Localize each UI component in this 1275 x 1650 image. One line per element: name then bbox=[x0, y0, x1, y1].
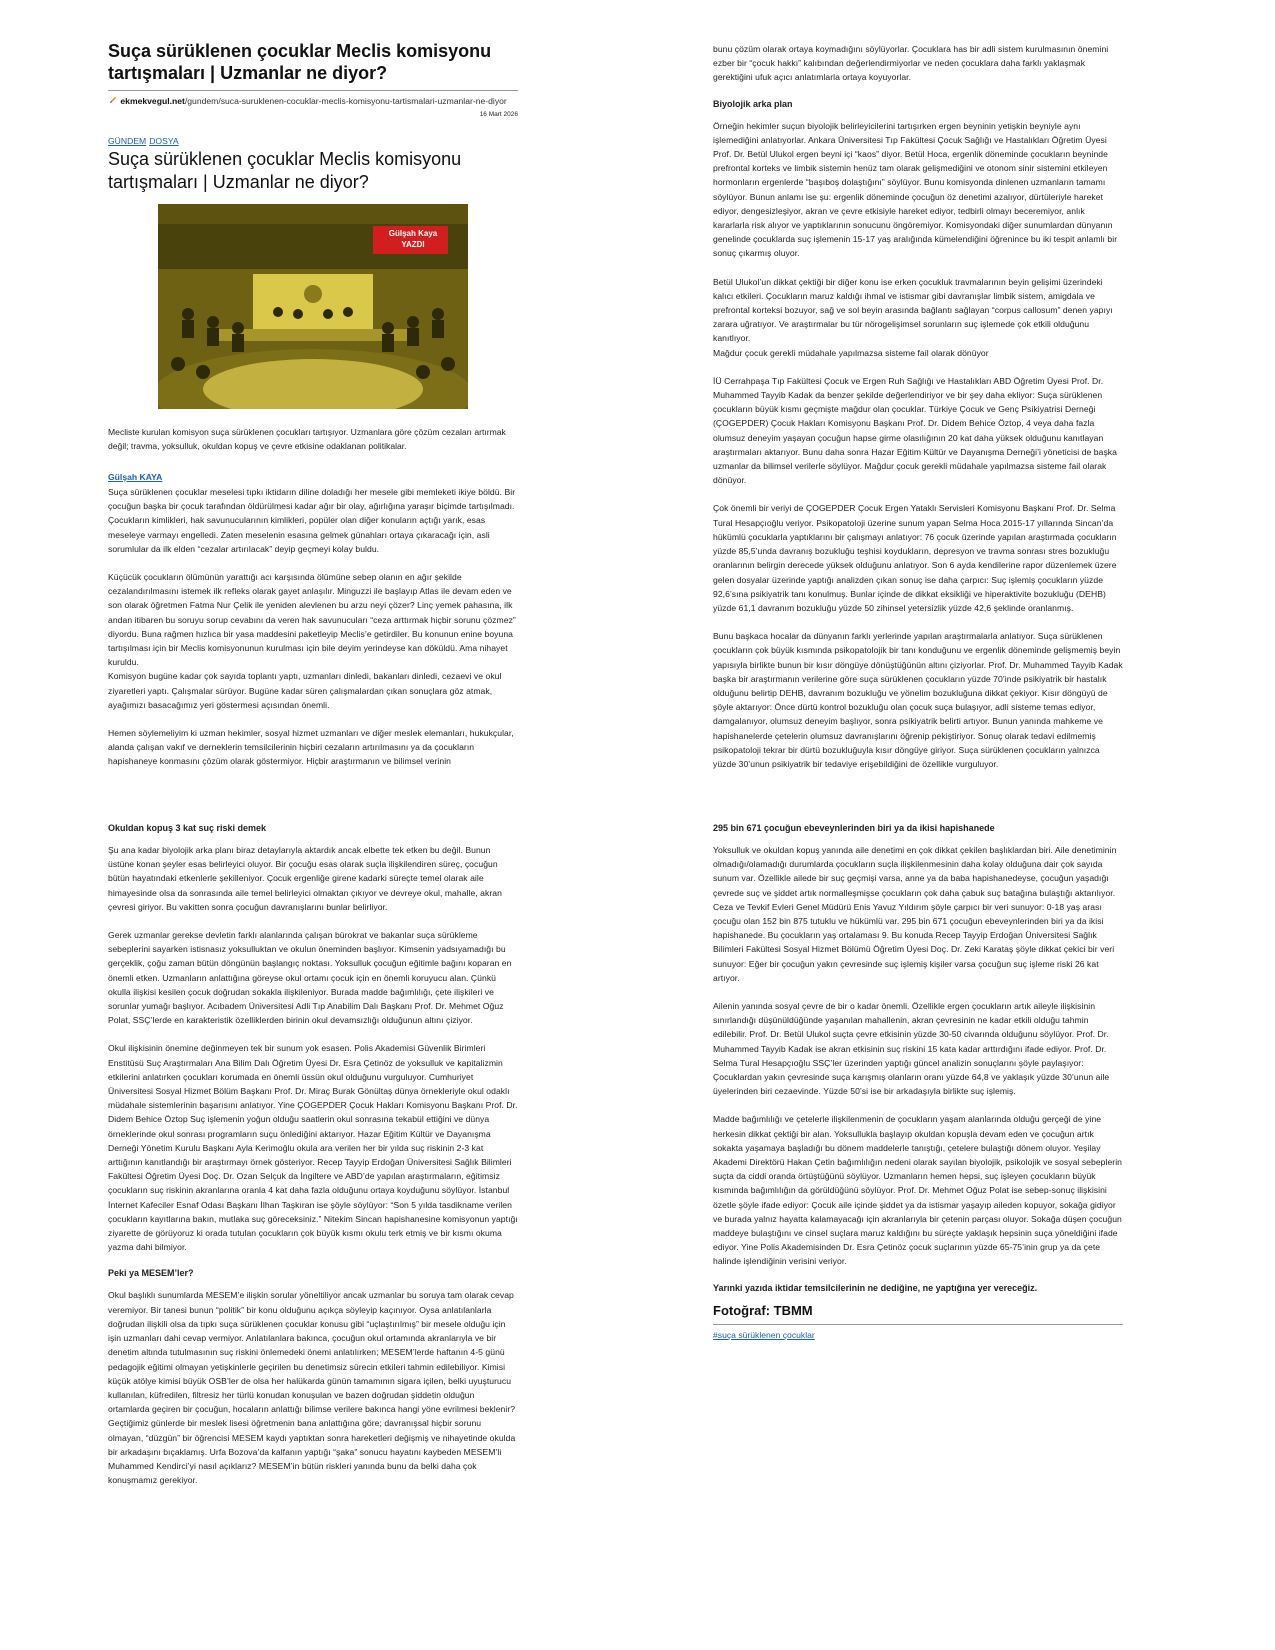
paragraph: Bunu başkaca hocalar da dünyanın farklı yerlerinde yapılan araştırmalarla anlatıyor. Suça sürüklenen çocukların çok büyük kısmında psikopatolojik bir tanı konduğunu ve ergenlik döneminde gelişmemiş beyin yapısıyla birlikte bunun bir kısır döngüye dönüştüğünün altını çiziyorlar. Prof. Dr. Muhammed Tayyib Kadak başka bir araştırmanın verilerine göre suça sürüklenen çocukların yüzde 70’inde psikiyatrik bir hastalık olduğunu belirtip DEHB, davranım bozukluğu ve yönelim bozukluğuna dikkat çekiyor. Kısır döngüyü de şöyle aktarıyor: Önce dürtü kontrol bozukluğu olan çocuk suça bulaşıyor, adli sisteme temas ediyor, damgalanıyor, olumsuz deneyim başlıyor, sonra psikiyatrik belirti artıyor. Bunun yanında mahkeme ve hapishanelerde çetelerin olumsuz davranışlarını öğrenip pekiştiriyor. Sonuç olarak tedavi edilmemiş psikopatoloji tekrar bir dürtü bozukluğuyla kısır döngüye giriyor. Suça sürüklenen çocukların yalnızca yüzde 30’unun psikiyatrik bir tedaviye erişebildiğini de özellikle vurguluyor. bbox=[713, 631, 1123, 769]
image-badge-name: Gülşah Kaya bbox=[388, 229, 438, 238]
closing-note: Yarınki yazıda iktidar temsilcilerinin ne dediğine, ne yaptığına yer vereceğiz. bbox=[713, 1282, 1038, 1293]
page-title: Suça sürüklenen çocuklar Meclis komisyonu tartışmaları | Uzmanlar ne diyor? bbox=[108, 41, 492, 83]
paragraph: Okul ilişkisinin önemine değinmeyen tek bir sunum yok esasen. Polis Akademisi Güvenlik Birimleri Enstitüsü Suç Araştırmaları Ana Bilim Dalı Öğretim Üyesi Dr. Esra Çetinöz de yoksulluk ve kapitalizmin etkilerini anlatırken çocukları korumada en önemli üssün okul olduğunu vurguluyor. Cumhuriyet Üniversitesi Sosyal Hizmet Bölüm Başkanı Prof. Dr. Miraç Burak Gönültaş dünya örnekleriyle okul odaklı müdahale sistemlerinin başarısını anlatıyor. Yine ÇOGEPDER Çocuk Hakları Komisyonu Başkanı Prof. Dr. Didem Behice Öztop Suç işlemenin yoğun olduğu saatlerin okul sonrasına tekabül ettiğini ve dünya örneklerinde okul sonrası programların suçu önlediğini aktarıyor. Hazar Eğitim Kültür ve Dayanışma Derneği Yönetim Kurulu Başkanı Ayla Kerimoğlu okula ara verilen her bir yılda suç riskinin 2-3 kat arttığının kanıtlandığı bir araştırmayı örnek gösteriyor. Recep Tayyip Erdoğan Üniversitesi Sağlık Bilimleri Fakültesi Öğretim Üyesi Doç. Dr. Ozan Selçuk da İngiltere ve ABD’de yapılan araştırmaların, eğitimsiz çocukların suç riskinin akranlarına oranla 4 kat daha fazla olduğunu ortaya koyduğunu söylüyor. İstanbul İnternet Kafeciler Esnaf Odası Başkanı İlhan Taşkıran ise şöyle söylüyor: “Son 5 yılda tasdikname verilen çocukların kayıtlarına bakın, mutlaka suç göreceksiniz.” Nitekim Sincan hapishanesine komisyonun yaptığı ziyarette de görüyoruz ki orada tutulan çocukların çok büyük kısmı okulu terk etmiş ve bir kısmı okuma yazma dahi bilmiyor. bbox=[108, 1043, 518, 1253]
right-column-bottom bbox=[713, 823, 1123, 1343]
section-heading-biyolojik: Biyolojik arka plan bbox=[713, 98, 793, 109]
paragraph: Gerek uzmanlar gerekse devletin farklı alanlarında çalışan bürokrat ve bakanlar suça sürükleme sebeplerini sayarken istisnasız yoksulluktan ve okulun öneminden başlıyor. Kimsenin yadsıyamadığı bu gerçeklik, çoğu zaman bütün döngünün başlangıç noktası. Yoksulluk çocuğun eğitimle bağını koparan en önemli etken. Uzmanların anlattığına göreyse okul ortamı çocuk için en önemli koruyucu alan. Çünkü okulla ilişkisi kesilen çocuk doğrudan sokakla ilişkileniyor. Burada madde bağımlılığı, çete ilişkileri ve sorunlar yumağı başlıyor. Acıbadem Üniversitesi Adli Tıp Anabilim Dalı Başkanı Prof. Dr. Mehmet Oğuz Polat, SSÇ’lerde en karakteristik özelliklerden birinin okul devamsızlığı olduğunun altını çiziyor. bbox=[108, 930, 512, 1026]
paragraph: İÜ Cerrahpaşa Tıp Fakültesi Çocuk ve Ergen Ruh Sağlığı ve Hastalıkları ABD Öğretim Üyesi Prof. Dr. Muhammed Tayyib Kadak da benzer şekilde değerlendiriyor ve bir şey daha ekliyor: Suça sürüklenen çocukların büyük kısmı geçmişte mağdur olan çocuklar. Türkiye Çocuk ve Genç Psikiyatrisi Derneği (ÇOGEPDER) Çocuk Hakları Komisyonu Başkanı Prof. Dr. Didem Behice Öztop, 4 veya daha fazla olumsuz deneyim yaşayan çocuğun hapse girme olasılığının 20 kat daha yüksek olduğunu kanıtlayan araştırmaları aktarıyor. Bunu daha sonra Hazar Eğitim Kültür ve Dayanışma Derneği’i yöneticisi de başka uzmanlar da bilimsel verilerle söylüyor. Mağdur çocuk gerekli müdahale yapılmazsa sisteme fail olarak dönüyor. bbox=[713, 375, 1117, 486]
paragraph: Yoksulluk ve okuldan kopuş yanında aile denetimi en çok dikkat çekilen başlıklardan biri. Aile denetiminin olmadığı/olamadığı durumlarda çocukların suçla ilişkilenmesinin daha kolay olduğuna dair çok sayıda sunum var. Özellikle ailede bir suç geçmişi varsa, anne ya da baba hapishanedeyse, çocuğun yaşadığı çevrede suç ve şiddet artık normalleşmişse çocukların çok daha çabuk suç batağına bulaştığı aktarılıyor. Ceza ve Tevkif Evleri Genel Müdürü Enis Yavuz Yıldırım şöyle çarpıcı bir veri sunuyor: 0-18 yaş arası çocuğu olan 152 bin 875 tutuklu ve hükümlü var. 295 bin 671 çocuğun ebeveynlerinden biri ya da ikisi hapishanede. Bu çocukların yaş ortalaması 9. Bu konuda Recep Tayyip Erdoğan Üniversitesi Sağlık Bilimleri Fakültesi Sosyal Hizmet Bölümü Öğretim Üyesi Doç. Dr. Zeki Karataş şöyle dikkat çekici bir veri sunuyor: Eğer bir çocuğun yakın çevresinde suç işlemiş kişiler varsa çocuğun suç işleme riski 26 kat artıyor. bbox=[713, 845, 1117, 983]
paragraph: Örneğin hekimler suçun biyolojik belirleyicilerini tartışırken ergen beyninin yetişkin beyniyle aynı işlemediğini anlatıyorlar. Ankara Üniversitesi Tıp Fakültesi Çocuk Sağlığı ve Hastalıkları Öğretim Üyesi Prof. Dr. Betül Ulukol ergen beyni içi “kaos” diyor. Betül Hoca, ergenlik döneminde çocukların beyninde prefrontal korteks ve limbik sistemin henüz tam olarak gelişmediğini ve otonom sinir sistemini etkileyen hormonların ergenlerde “başıboş dolaştığını” söylüyor. Bunu komisyonda dinlenen uzmanların tamamı söylüyor. Bunun anlamı ise şu: ergenlik döneminde çocuğun öz denetimi azalıyor, dürtüleriyle hareket ediyor, dengesizleşiyor, akran ve çevre etkisiyle hareket ediyor, tedbirli olmayı beceremiyor, anlık kararlarla risk alıyor ve yaptıklarının sonucunu öngöremiyor. Komisyondaki diğer sunumlardan dünyanın genelinde çocuklarda suç işlemenin 15-17 yaş aralığında kümelendiğini öğrenince bu iki tespit anlamlı bir sonuç çıkarmış oluyor. bbox=[713, 120, 1118, 259]
left-column-bottom bbox=[108, 823, 518, 1501]
paragraph: Çok önemli bir veriyi de ÇOGEPDER Çocuk Ergen Yataklı Servisleri Komisyonu Başkanı Prof. Dr. Selma Tural Hesapçıoğlu veriyor. Psikopatoloji üzerine sunum yapan Selma Hoca 2015-17 yıllarında Sincan’da hükümlü çocuklarla yaptıklarını bir çalışmayı anlatıyor: 76 çocuk üzerinde yapılan araştırmada çocukların yüzde 85,5’unda davranış bozukluğu teşhisi koydukların, depresyon ve travma sonrası stres bozukluğu oranlarının belirgin derecede yüksek olduğunu anlatıyor. Son 6 ayda kendilerine rapor düzenlemek üzere gelen dosyalar üzerinde yaptığı analizden çıkan sonuç ise daha çarpıcı: Suç işlemiş çocukların yüzde 92,6’sına psikiyatrik tanı konulmuş. Bunlar içinde de dikkat eksikliği ve hiperaktivite bozukluğu (DEHB) yüzde 61,1 davranım bozukluğu yüzde 50 zihinsel yetersizlik yüzde 42,6 şeklinde oranlanmış. bbox=[713, 503, 1117, 613]
paragraph: bunu çözüm olarak ortaya koymadığını söylüyorlar. Çocuklara has bir adli sistem kurulmasının önemini ezber bir “çocuk hakkı” kalıbından değerlendirmiyorlar ve neden çocuklara daha farklı yaklaşmak gerektiğini ufuk açıcı anlatımlarla ortaya koyuyorlar. bbox=[713, 44, 1109, 83]
right-column-top bbox=[713, 42, 1123, 785]
paragraph: Madde bağımlılığı ve çetelerle ilişkilenmenin de çocukların yaşam alanlarında olduğu gerçeği de yine herkesin dikkat çektiği bir alan. Yoksullukla başlayıp okuldan kopuşla devam eden ve çocuğun artık sokakta yaşamaya başladığı bu dönem maddelerle tanıştığı, çetelere bulaştığı dönem oluyor. Yeşilay Akademi Direktörü Hakan Çetin bağımlılığın nedeni olarak sayılan biyolojik, psikolojik ve sosyal sebeplerin suçta da ciddi oranda örtüştüğünü söylüyor. Uzmanların hemen hepsi, suç işleyen çocukların büyük kısmında bağımlılığın da görüldüğünü söylüyor. Prof. Dr. Mehmet Oğuz Polat ise sebep-sonuç ilişkisini özetle şöyle ifade ediyor: Çocuk aile içinde şiddet ya da istismar yaşayıp aileden kopuyor, sokağa gidiyor ve burada yalnız hayatta kalamayacağı için akranlarıyla bir çetenin parçası oluyor. Sokağa düşen çocuğun maddeye bulaştığını ve cinsel suçlara maruz kaldığını bu süreçte yaklaşık hepsinin suça yöneldiğini ifade ediyor. Yine Polis Akademisinden Dr. Esra Çetinöz çocuk suçlarının yüzde 65-75’inin grup ya da çete halinde işlendiğinin verisini veriyor. bbox=[713, 1114, 1122, 1267]
section-heading-ebeveyn: 295 bin 671 çocuğun ebeveynlerinden biri ya da ikisi hapishanede bbox=[713, 823, 995, 833]
paragraph: Hemen söylemeliyim ki uzman hekimler, sosyal hizmet uzmanları ve diğer meslek elemanları, hukukçular, alanda çalışan vakıf ve derneklerin temsilcilerinin hiçbiri cezaların artırılmasını ya da çocukların hapishaneye konmasını çözüm olarak göstermiyor. Hiçbir araştırmanın ve bilimsel verinin bbox=[108, 728, 514, 767]
paragraph: Küçücük çocukların ölümünün yarattığı acı karşısında ölümüne sebep olanın en ağır şekilde cezalandırılmasını istemek ilk refleks olarak gayet anlaşılır. Minguzzi ile başlayıp Atlas ile devam eden ve son olarak öğretmen Fatma Nur Çelik ile yeniden alevlenen bu arzu neyi çözer? Linç yemek pahasına, ilk andan itibaren bu soruyu sorup cevabını da veren hak savunucuları “ceza arttırmak hiçbir sorunu çözmez” diyordu. Buna rağmen hızlıca bir yasa maddesini paketleyip Meclis’e getirdiler. Bu konunun enine boyuna tartışılması için bir Meclis komisyonunun kurulması için bile deyim yerindeyse kan döküldü. Ama nihayet kuruldu. bbox=[108, 572, 516, 668]
left-column-top bbox=[108, 40, 518, 783]
publish-date: 16 Mart 2026 bbox=[479, 111, 518, 118]
source-domain[interactable]: ekmekvegul.net bbox=[120, 96, 185, 106]
paragraph: Okul başlıklı sunumlarda MESEM’e ilişkin sorular yöneltiliyor ancak uzmanlar bu soruya tam olarak cevap veremiyor. Bir tanesi bunun “politik” bir konu olduğunu açıkça söyleyip kaçınıyor. Oysa anlatılanlarla doğrudan ilişkili olsa da tıpkı suça sürüklenen çocuklar konusu gibi “uçlaştırılmış” bir mesele olduğu için işin uzmanları dahi cevap vermiyor. Anlatılanlara bakınca, çocuğun okul ortamında akranlarıyla ve bir denetim altında tutulmasının suç riskini önlemedeki önemi anlatılırken; MESEM’lerde haftanın 4-5 günü pedagojik eğitimi olmayan yetişkinlerle geçirilen bu denetimsiz sürecin etkileri tahmin edilebiliyor. Kimisi küçük atölye kimisi büyük OSB’ler de olsa her halükarda günün tamamının sigara içilen, belki uyuşturucu kullanılan, küfredilen, filtresiz her türlü konudan konuşulan ve bazen doğrudan şiddetin olduğun ortamlarda geçiren bir çocuğun, hocaların anlattığı bilimse verilere bakınca hangi yöne evrilmesi beklenir? Geçtiğimiz günlerde bir meslek lisesi öğretmenin bana anlattığına göre; davranışsal hiçbir sorunu olmayan, “düzgün” bir öğrencisi MESEM kaydı yaptıktan sonra hareketleri değişmiş ve nihayetinde okulda bir arkadaşını bıçaklamış. Urfa Bozova’da kalfanın yaptığı “şaka” sonucu hayatını kaybeden MESEM’li Muhammed Kendirci’yi nasıl açıklarız? MESEM’in bütün riskleri yanında bunu da belki daha çok konuşmamız gerekiyor. bbox=[108, 1290, 516, 1486]
article-title: Suça sürüklenen çocuklar Meclis komisyonu tartışmaları | Uzmanlar ne diyor? bbox=[108, 149, 462, 192]
source-line[interactable] bbox=[108, 95, 518, 107]
category-links bbox=[108, 136, 518, 146]
paragraph: Mağdur çocuk gerekli müdahale yapılmazsa sisteme fail olarak dönüyor bbox=[713, 347, 989, 358]
photo-credit: Fotoğraf: TBMM bbox=[713, 1303, 1123, 1325]
paragraph: Suça sürüklenen çocuklar meselesi tıpkı iktidarın diline doladığı her mesele gibi memleketi ikiye böldü. Bir çocuğun başka bir çocuk tarafından öldürülmesi kadar ağır bir olay, ağırlığına yaraşır biçimde tartışılmadı. Çocukların kimlikleri, hak savunucularının kimlikleri, popüler olan diğer konuların açtığı yarık, esas meseleye varmayı engelledi. Zaten meselenin esasına gelmek günahları ortaya çıkaracağı için, asli sorumlular da ilk elden “cezalar artırılacak” deyip geçmeyi kolay buldu. bbox=[108, 487, 516, 554]
image-badge-label: YAZDI bbox=[401, 240, 425, 249]
paragraph: Şu ana kadar biyolojik arka planı biraz detaylarıyla aktardık ancak elbette tek etken bu değil. Bunun üstüne konan şeyler esas belirleyici oluyor. Bir çocuğu esas olarak suçla ilişkilendiren süreç, çocuğun bütün hayatındaki etkenlerle şekilleniyor. Çocuk ergenliğe girene kadarki süreçte temel olarak aile himayesinde olsa da sonrasında aile temel belirleyici olmaktan çıkıyor ve devreye okul, mahalle, akran çevresi giriyor. Bu vakitten sonra çocuğun davranışlarını bunlar belirliyor. bbox=[108, 845, 502, 912]
source-path[interactable]: /gundem/suca-suruklenen-cocuklar-meclis-komisyonu-tartismalari-uzmanlar-ne-diyor bbox=[184, 96, 507, 106]
tag-link[interactable]: #suça sürüklenen çocuklar bbox=[713, 1329, 815, 1340]
paragraph: Betül Ulukol’un dikkat çektiği bir diğer konu ise erken çocukluk travmalarının beyin gelişimi üzerindeki kalıcı etkileri. Çocukların maruz kaldığı ihmal ve istismar gibi davranışlar limbik sistem, amigdala ve prefrontal korteksi bozuyor, sağ ve sol beyin arasında bağlantı sağlayan “corpus callosum” denen yapıyı zarara uğratıyor. Ve araştırmalar bu tür nörogelişimsel sorunların suç işlemede çok etkili olduğunu kanıtlıyor. bbox=[713, 276, 1113, 344]
title-divider bbox=[108, 90, 518, 91]
paragraph: Komisyon bugüne kadar çok sayıda toplantı yaptı, uzmanları dinledi, bakanları dinledi, cezaevi ve okul ziyaretleri yaptı. Çalışmalar sürüyor. Bugüne kadar süren çalışmalardan çıkan sonuçlara göz atmak, ayağımızı basacağımız yeri göstermesi açısından önemli. bbox=[108, 671, 502, 710]
section-heading-okul: Okuldan kopuş 3 kat suç riski demek bbox=[108, 823, 267, 833]
article-lead: Mecliste kurulan komisyon suça sürüklenen çocukları tartışıyor. Uzmanlara göre çözüm cezaları artırmak değil; travma, yoksulluk, okuldan kopuş ve çevre etkisine odaklanan politikalar. bbox=[108, 427, 506, 451]
author-link[interactable]: Gülşah KAYA bbox=[108, 472, 163, 482]
category-gundem[interactable]: GÜNDEM bbox=[108, 136, 147, 146]
pencil-icon bbox=[108, 95, 118, 105]
hero-image bbox=[158, 204, 468, 409]
section-heading-mesem: Peki ya MESEM’ler? bbox=[108, 1268, 194, 1279]
image-badge bbox=[378, 228, 448, 250]
paragraph: Ailenin yanında sosyal çevre de bir o kadar önemli. Özellikle ergen çocukların artık aileyle ilişkisinin sınırlandığı düşünüldüğünde yaşanılan mahallenin, akran çevresinin ne kadar etkili olduğu tahmin edilebilir. Prof. Dr. Betül Ulukol suçta çevre etkisinin yüzde 30-50 civarında olduğunu söylüyor. Prof. Dr. Muhammed Tayyib Kadak ise akran etkisinin suç riskini 15 kata kadar arttırdığını ifade ediyor. Prof. Dr. Selma Tural Hesapçıoğlu SSÇ’ler üzerinden yaptığı güncel analizin sonuçlarını şöyle paylaşıyor: Çocuklardan yakın çevresinde suça karışmış olanların oranı yüzde 64,8 ve yaklaşık yüzde 30’unun aile üyelerinden biri cezaevinde. Yüzde 50’si ise bir arkadaşıyla birlikte suç işlemiş. bbox=[713, 1001, 1110, 1097]
category-dosya[interactable]: DOSYA bbox=[149, 136, 179, 146]
